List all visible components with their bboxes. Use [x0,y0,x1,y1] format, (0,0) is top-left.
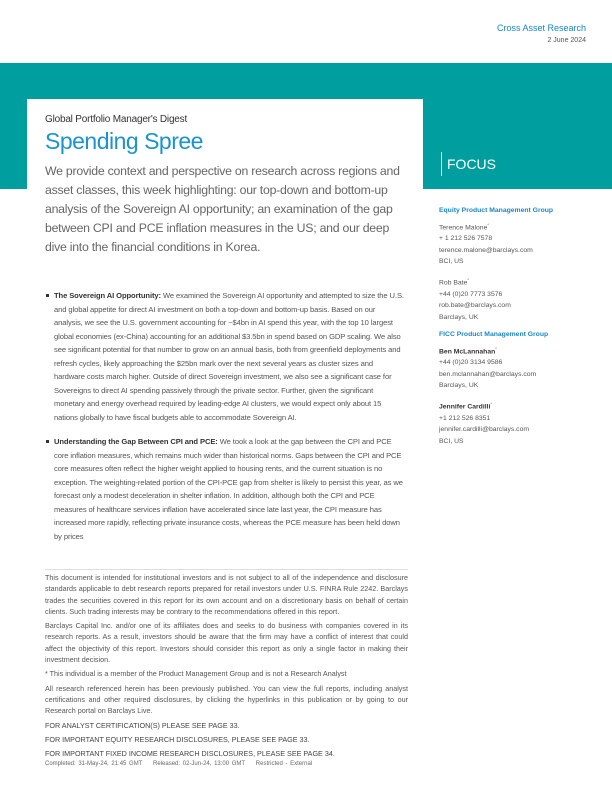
contact-email[interactable]: rob.bate@barclays.com [439,302,511,310]
contacts-sidebar [439,205,599,453]
report-date: 2 June 2024 [547,37,586,44]
contact-name: Ben McLannahan [439,347,496,355]
disclaimer-paragraph: All research referenced herein has been previously published. You can view the full reports, including analyst certifications and other required disclosures, by clicking the hyperlinks in this publication or by going to our Research portal on Barclays Live. [45,683,408,716]
publication-meta [45,759,408,770]
equity-disclosures-note: FOR IMPORTANT EQUITY RESEARCH DISCLOSURES, PLEASE SEE PAGE 33. [45,734,310,744]
series-title: Global Portfolio Manager's Digest [45,114,188,125]
highlights-list [45,289,405,554]
contact-email[interactable]: terence.malone@barclays.com [439,246,533,254]
contact-card [439,398,599,447]
contact-phone: + 1 212 526 7578 [439,235,493,243]
bullet-heading: Understanding the Gap Between CPI and PCE: [54,437,218,446]
classification: Restricted - External [255,761,313,768]
bullet-text: We examined the Sovereign AI opportunity and attempted to size the U.S. and global appetite for direct AI investment on both a top-down and bottom-up basis. Based on our analysis, we see the U.S. government accounting for ~$4bn in AI spend this year, with the top 10 largest global economies (ex-China) accounting for an additional $3.5bn in spend based on GDP scaling. We also see significant potential for that number to grow on an annual basis, both from greenfield deployments and refresh cycles, likely approaching the $25bn mark over the next several years as cluster sizes and hardware costs march higher. Outside of direct Sovereign investment, we also see a significant case for Sovereigns to direct AI spending passively through the private sector. Further, given the significant monetary and energy overhead required by leading-edge AI clusters, we would expect only about 15 nations globally to have fiscal budgets able to accommodate Sovereign AI. [54,291,404,422]
contact-name: Rob Bate [439,279,468,287]
lead-paragraph: We provide context and perspective on research across regions and asset classes, this week highlighting: our top-down and bottom-up analysis of the Sovereign AI opportunity; an examination of the gap between CPI and PCE inflation measures in the US; and our deep dive into the financial conditions in Korea. [45,164,400,254]
contact-phone: +1 212 526 8351 [439,414,491,422]
completed-time: Completed: 31-May-24, 21:45 GMT [45,761,143,768]
report-header-info [497,23,586,44]
disclaimer-paragraph: This document is intended for institutional investors and is not subject to all of the independence and disclosure standards applicable to debt research reports prepared for retail investors under U.S. FINRA Rule 2242. Barclays trades the securities covered in this report for its own account and on a discretionary basis on behalf of certain clients. Such trading interests may be contrary to the recommendations offered in this report. [45,573,408,616]
group-heading: FICC Product Management Group [439,331,549,339]
contact-entity: Barclays, UK [439,382,479,390]
contact-phone: +44 (0)20 7773 3576 [439,290,503,298]
bullet-heading: The Sovereign AI Opportunity: [54,291,161,300]
bullet-text: We took a look at the gap between the CPI and PCE core inflation measures, which remains much wider than historical norms. Gaps between the CPI and PCE core measures often reflect the higher weight applied to housing rents, and the current situation is no exception. The weighting-related portion of the CPI-PCE gap from shelter is likely to persist this year, as we forecast only a modest deceleration in shelter inflation. In addition, although both the CPI and PCE measures of healthcare services inflation have accelerated since late last year, the CPI measure has increased more rapidly, reflecting private insurance costs, whereas the PCE measure has been held down by prices [54,437,403,541]
page-title: Spending Spree [45,128,203,154]
contact-card [439,219,599,268]
footnote-mark: * [490,400,492,406]
group-heading: Equity Product Management Group [439,207,554,214]
fixed-income-disclosures-note: FOR IMPORTANT FIXED INCOME RESEARCH DISCLOSURES, PLEASE SEE PAGE 34. [45,749,335,759]
footnote-mark: * [495,345,497,351]
contact-card [439,343,599,392]
contact-entity: BCI, US [439,437,464,445]
contact-card [439,274,599,323]
list-item [45,289,405,424]
contact-email[interactable]: ben.mclannahan@barclays.com [439,370,537,378]
divider [45,569,408,570]
list-item [45,435,405,543]
footnote: * This individual is a member of the Product Management Group and is not a Research Analyst [45,669,347,679]
contact-name: Terence Malone [439,223,488,231]
contact-name: Jennifer Cardilli [439,403,491,411]
division-label: Cross Asset Research [496,23,586,33]
footnote-mark: * [467,276,469,282]
released-time: Released: 02-Jun-24, 13:00 GMT [153,761,246,768]
disclaimer [45,572,408,771]
analyst-certification-note: FOR ANALYST CERTIFICATION(S) PLEASE SEE PAGE 33. [45,720,240,730]
contact-phone: +44 (0)20 3134 9586 [439,359,503,367]
contact-email[interactable]: jennifer.cardilli@barclays.com [439,426,530,434]
contact-entity: BCI, US [439,258,464,266]
contact-entity: Barclays, UK [439,313,479,321]
footnote-mark: * [487,221,489,227]
disclaimer-paragraph: Barclays Capital Inc. and/or one of its affiliates does and seeks to do business with companies covered in its research reports. As a result, investors should be aware that the firm may have a conflict of interest that could affect the objectivity of this report. Investors should consider this report as only a single factor in making their investment decision. [45,621,408,665]
section-label: FOCUS [441,152,496,176]
